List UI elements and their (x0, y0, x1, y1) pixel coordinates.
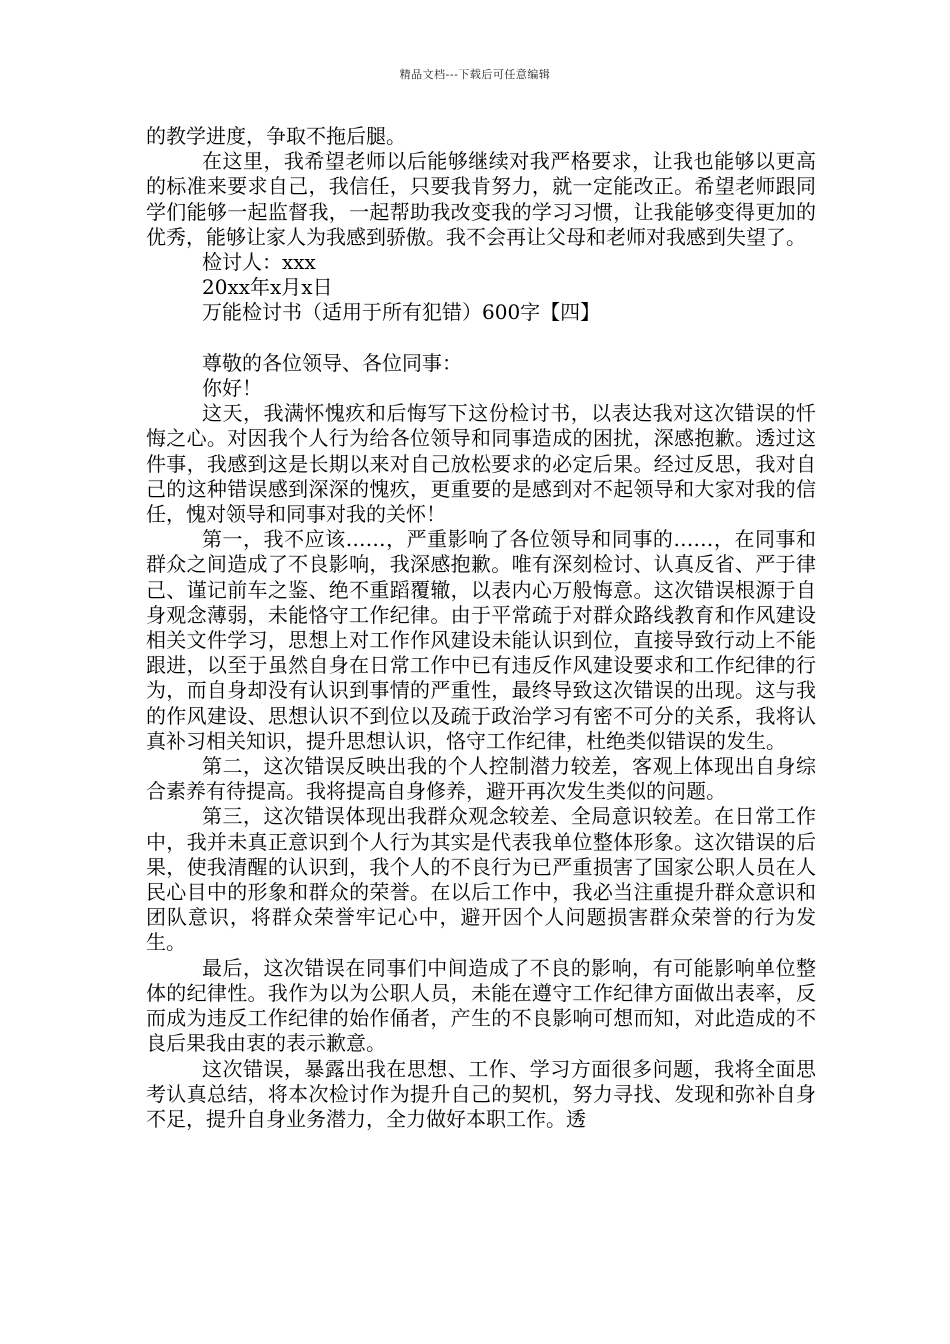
signature-line: 检讨人：xxx (202, 250, 316, 275)
paragraph: 第二，这次错误反映出我的个人控制潜力较差，客观上体现出自身综合素养有待提高。我将提高自身修养，避开再次发生类似的问题。 (146, 754, 816, 804)
paragraph: 第三，这次错误体现出我群众观念较差、全局意识较差。在日常工作中，我并未真正意识到个人行为其实是代表我单位整体形象。这次错误的后果，使我清醒的认识到，我个人的不良行为已严重损害了国家公职人员在人民心目中的形象和群众的荣誉。在以后工作中，我必当注重提升群众意识和团队意识，将群众荣誉牢记心中，避开因个人问题损害群众荣誉的行为发生。 (146, 804, 816, 955)
blank-line (146, 326, 816, 351)
page-header: 精品文档---下载后可任意编辑 (399, 68, 551, 81)
date-line: 20xx年x月x日 (202, 275, 333, 300)
greeting: 你好！ (202, 376, 262, 401)
paragraph: 第一，我不应该……，严重影响了各位领导和同事的……，在同事和群众之间造成了不良影响，我深感抱歉。唯有深刻检讨、认真反省、严于律己、谨记前车之鉴、绝不重蹈覆辙，以表内心万般悔意。这次错误根源于自身观念薄弱，未能恪守工作纪律。由于平常疏于对群众路线教育和作风建设相关文件学习，思想上对工作作风建设未能认识到位，直接导致行动上不能跟进，以至于虽然自身在日常工作中已有违反作风建设要求和工作纪律的行为，而自身却没有认识到事情的严重性，最终导致这次错误的出现。这与我的作风建设、思想认识不到位以及疏于政治学习有密不可分的关系，我将认真补习相关知识，提升思想认识，恪守工作纪律，杜绝类似错误的发生。 (146, 527, 816, 753)
paragraph: 在这里，我希望老师以后能够继续对我严格要求，让我也能够以更高的标准来要求自己，我信任，只要我肯努力，就一定能改正。希望老师跟同学们能够一起监督我，一起帮助我改变我的学习习惯，让我能够变得更加的优秀，能够让家人为我感到骄傲。我不会再让父母和老师对我感到失望了。 (146, 149, 816, 249)
section-title: 万能检讨书（适用于所有犯错）600字【四】 (202, 300, 601, 325)
document-body (146, 124, 816, 1132)
paragraph: 的教学进度，争取不拖后腿。 (146, 124, 406, 148)
salutation: 尊敬的各位领导、各位同事： (202, 350, 462, 375)
paragraph: 最后，这次错误在同事们中间造成了不良的影响，有可能影响单位整体的纪律性。我作为以为公职人员，未能在遵守工作纪律方面做出表率，反而成为违反工作纪律的始作俑者，产生的不良影响可想而知，对此造成的不良后果我由衷的表示歉意。 (146, 955, 816, 1056)
paragraph: 这次错误，暴露出我在思想、工作、学习方面很多问题，我将全面思考认真总结，将本次检讨作为提升自己的契机，努力寻找、发现和弥补自身不足，提升自身业务潜力，全力做好本职工作。透 (146, 1056, 816, 1131)
paragraph: 这天，我满怀愧疚和后悔写下这份检讨书，以表达我对这次错误的忏悔之心。对因我个人行为给各位领导和同事造成的困扰，深感抱歉。透过这件事，我感到这是长期以来对自己放松要求的必定后果。经过反思，我对自己的这种错误感到深深的愧疚，更重要的是感到对不起领导和大家对我的信任，愧对领导和同事对我的关怀！ (146, 401, 816, 527)
